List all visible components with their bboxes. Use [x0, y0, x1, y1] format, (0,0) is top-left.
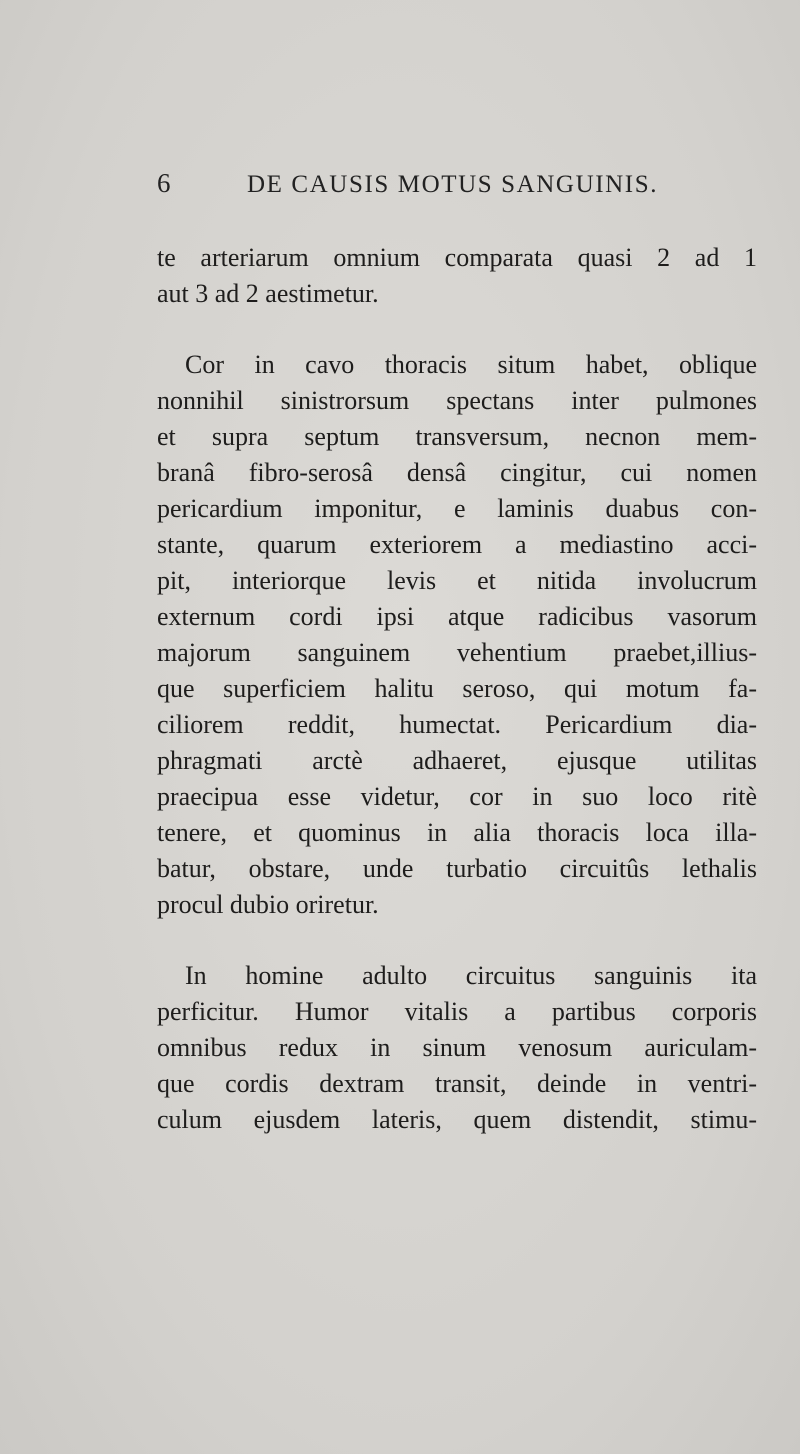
text-line: Cor in cavo thoracis situm habet, oblique [185, 350, 757, 379]
paragraph-3 [157, 958, 757, 1138]
text-line: et supra septum transversum, necnon mem- [157, 422, 757, 451]
text-line: majorum sanguinem vehentium praebet,illius- [157, 638, 757, 667]
text-line: omnibus redux in sinum venosum auriculam- [157, 1033, 757, 1062]
text-line: externum cordi ipsi atque radicibus vasorum [157, 602, 757, 631]
text-line: praecipua esse videtur, cor in suo loco ritè [157, 782, 757, 811]
text-line: pit, interiorque levis et nitida involucrum [157, 566, 757, 595]
text-line: branâ fibro-serosâ densâ cingitur, cui nomen [157, 458, 757, 487]
text-line: perficitur. Humor vitalis a partibus corporis [157, 997, 757, 1026]
paragraph-1 [157, 240, 757, 312]
text-line: que superficiem halitu seroso, qui motum fa- [157, 674, 757, 703]
text-line: batur, obstare, unde turbatio circuitûs lethalis [157, 854, 757, 883]
page-number: 6 [157, 168, 172, 198]
text-line: In homine adulto circuitus sanguinis ita [185, 961, 757, 990]
text-line: ciliorem reddit, humectat. Pericardium dia- [157, 710, 757, 739]
text-line: tenere, et quominus in alia thoracis loca illa- [157, 818, 757, 847]
running-header [157, 168, 757, 199]
text-line: te arteriarum omnium comparata quasi 2 ad 1 [157, 243, 757, 272]
text-line: stante, quarum exteriorem a mediastino acci- [157, 530, 757, 559]
text-line: pericardium imponitur, e laminis duabus con- [157, 494, 757, 523]
running-title: DE CAUSIS MOTUS SANGUINIS. [247, 171, 659, 198]
text-line: aut 3 ad 2 aestimetur. [157, 279, 379, 308]
text-line: nonnihil sinistrorsum spectans inter pulmones [157, 386, 757, 415]
text-line: que cordis dextram transit, deinde in ventri- [157, 1069, 757, 1098]
text-line: culum ejusdem lateris, quem distendit, stimu- [157, 1105, 757, 1134]
body-text [157, 240, 757, 1138]
paragraph-2 [157, 347, 757, 923]
text-line: phragmati arctè adhaeret, ejusque utilitas [157, 746, 757, 775]
text-line: procul dubio oriretur. [157, 890, 379, 919]
